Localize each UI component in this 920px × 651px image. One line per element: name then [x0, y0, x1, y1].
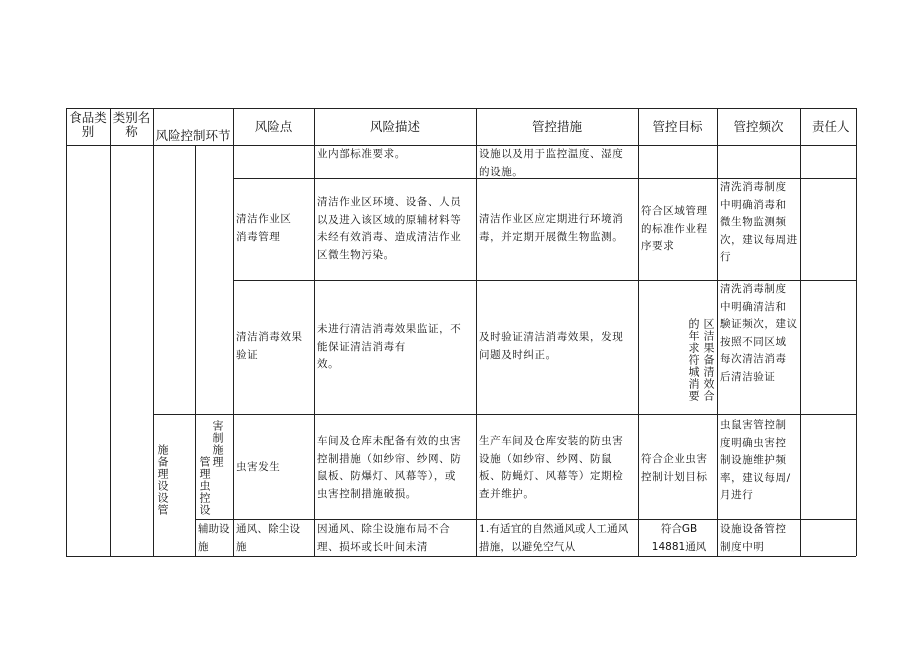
- row-divider: [153, 414, 856, 415]
- col-border: [856, 108, 857, 556]
- col-border: [233, 108, 234, 556]
- risk-desc-cell: 业内部标准要求。: [317, 148, 406, 160]
- risk-desc-cell: 车间及仓库未配备有效的虫害 控制措施（如纱帘、纱网、防 鼠板、防爆灯、风幕等），或 虫害控制措施破损。: [317, 435, 462, 500]
- header-responsible: 责任人: [812, 119, 850, 134]
- control-measure-cell: 及时验证清洁消毒效果，发现 问题及时纠正。: [479, 331, 624, 361]
- control-target-cell: 符合企业虫害 控制计划目标: [641, 453, 708, 483]
- control-target-vertical-col: 的年求符城消要: [687, 318, 700, 402]
- col-border: [717, 108, 718, 556]
- risk-desc-cell: 未进行清洁消毒效果监证，不 能保证清洁消毒有 效。: [317, 323, 462, 370]
- risk-desc-cell: 清洁作业区环境、设备、人员 以及进入该区域的原辅材料等 未经有效消毒、造成清洁作业 区微生物污染。: [317, 196, 462, 261]
- header-risk-desc: 风险描述: [369, 119, 420, 134]
- header-control-freq: 管控频次: [733, 119, 784, 134]
- header-risk-point: 风险点: [254, 119, 293, 134]
- row-divider: [195, 519, 856, 520]
- header-control-target: 管控目标: [652, 119, 703, 134]
- header-control-measure: 管控措施: [531, 119, 582, 134]
- col-border: [476, 108, 477, 556]
- control-measure-cell: 1.有适宜的自然通风或人工通风 措施，以避免空气从: [479, 523, 629, 553]
- sub-link-vertical-col: 害制施理: [211, 420, 224, 468]
- control-measure-cell: 生产车间及仓库安装的防虫害 设施（如纱帘、纱网、防鼠 板、防蝇灯、风幕等）定期检 查并维护。: [479, 435, 624, 500]
- sub-link-cell: 辅助设 施: [198, 523, 230, 553]
- col-border: [66, 108, 67, 556]
- col-border: [110, 108, 111, 556]
- col-border: [153, 108, 154, 556]
- risk-desc-cell: 因通风、除尘设施布局不合 理、损坏或长叶间未清: [317, 523, 451, 553]
- risk-point-cell: 通风、除尘设 施: [236, 523, 301, 553]
- header-food-category: 食品类 别: [69, 110, 107, 139]
- col-border: [800, 108, 801, 556]
- table-bottom-border: [66, 556, 856, 557]
- risk-point-cell: 虫害发生: [236, 461, 281, 473]
- col-border: [195, 145, 196, 556]
- header-category-name: 类别名 称: [112, 110, 151, 139]
- risk-point-cell: 清洁作业区 消毒管理: [236, 213, 292, 243]
- risk-point-cell: 清洁消毒效果 验证: [236, 331, 303, 361]
- control-measure-cell: 清洁作业区应定期进行环境消 毒，并定期开展微生物监测。: [479, 213, 624, 243]
- col-border: [638, 108, 639, 556]
- table-top-border: [66, 108, 856, 109]
- control-measure-cell: 设施以及用于监控温度、湿度 的设施。: [479, 148, 624, 178]
- control-freq-cell: 虫鼠害管控制 度明确虫害控 制设施维护频 率，建议每周/ 月进行: [720, 419, 791, 501]
- control-freq-cell: 清洗消毒制度 中明确清洁和 験证频次，建议 按照不同区域 每次清洁消毒 后清洁验证: [720, 283, 798, 383]
- control-freq-cell: 清洗消毒制度 中明确消毒和 微生物监测频 次，建议每周进 行: [720, 181, 798, 263]
- control-target-vertical-col: 区洁果备清效合: [702, 318, 715, 402]
- header-control-link: 风险控制环节: [155, 128, 231, 143]
- control-freq-cell: 设施设备管控 制度中明: [720, 523, 787, 553]
- sub-link-vertical-col: 管理虫控设: [198, 456, 211, 516]
- col-border: [314, 108, 315, 556]
- control-link-vertical: 施备理设设管: [156, 444, 169, 516]
- control-target-cell: 符合区域管理 的标准作业程 序要求: [641, 205, 708, 252]
- control-target-cell: 符合GB 14881通风: [651, 523, 707, 553]
